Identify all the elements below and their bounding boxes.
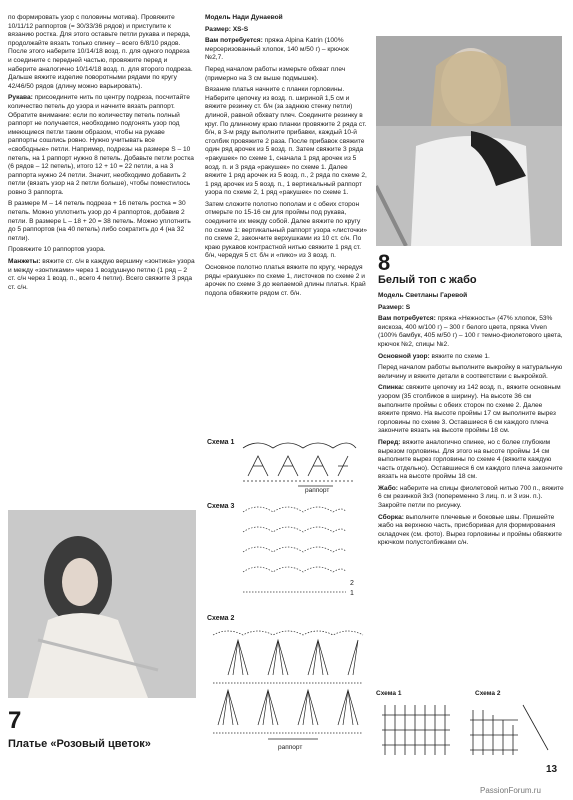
photo-white-top-jabot [376, 36, 562, 246]
dress-title: Платье «Розовый цветок» [8, 738, 151, 750]
scheme-1-label: Схема 1 [207, 439, 235, 446]
c1-paragraph-4: Провяжите 10 раппортов узора. [8, 246, 106, 254]
c3-materials-text: пряжа «Нежность» (47% хлопок, 53% вискоза, 400 м/100 г) – 300 г белого цвета, пряжа Viven (100% бамбук, 405 м/50 г) – 100 г темно-фиолетового цвета, крючок №2, спицы №2. [378, 315, 563, 348]
c3-jabot-label: Жабо: [378, 484, 399, 492]
c1-cuffs-text: вяжите ст. с/н в каждую вершину «зонтика» узора и между «зонтиками» через 1 воздушную петлю (1 ряд – 2 ст. с/н через 1 возд. п., всего 4 петли). Всего свяжите 3 ряда ст. с/н. [8, 258, 195, 291]
c1-cuffs-label: Манжеты: [8, 258, 41, 266]
c2-paragraph-4: Затем сложите полотно пополам и с обеих сторон отмерьте по 15-16 см для проймы под рукава, соедините их между собой. Далее вяжите по кругу по схеме 1: вертикальный раппорт узора «листочки» по схеме 2, закончите верхушками из 10 ст. с/н. По краю рукавов контрастной нитью свяжите 1 ряд ст. б/н, чередуя 5 ст. б/н и «пико» из 3 возд. п. [205, 200, 368, 260]
scheme-1-diagram [238, 436, 358, 496]
photo-top-illustration [376, 36, 562, 246]
photo-dress-pink-flower [8, 510, 196, 698]
c2-materials [205, 37, 368, 63]
c1-sleeves [8, 94, 195, 197]
right-scheme-1-label: Схема 1 [376, 690, 402, 697]
watermark: PassionForum.ru [480, 786, 541, 795]
top-number: 8 [378, 250, 391, 275]
c3-paragraph-3: Перед началом работы выполните выкройку в натуральную величину и вяжите детали в соответствии с выкройкой. [378, 364, 563, 380]
c3-model: Модель Светланы Гаревой [378, 292, 468, 299]
c2-materials-label: Вам потребуется: [205, 37, 263, 45]
c3-back-label: Спинка: [378, 384, 404, 392]
c2-paragraph-5: Основное полотно платья вяжите по кругу, чередуя ряды «ракушек» по схеме 1, листочков по схеме 2 и арочек по схеме 3 до желаемой длины платья. Край подола обвяжите рядом ст. б/н. [205, 264, 366, 297]
c3-assembly-label: Сборка: [378, 513, 404, 521]
right-scheme-1-diagram [380, 700, 460, 760]
c3-jabot-text: наберите на спицы фиолетовой нитью 700 п., вяжите 6 см резинкой 3х3 (попеременно 3 лиц. п. и 3 изн. п.). Закройте петли по рисунку. [378, 484, 564, 510]
c1-paragraph-3: В размере М – 14 петель подреза + 16 петель ростка = 30 петель. Можно уплотнить узор до 4 раппортов, добавив 2 петли. В размере L – 18 + 20 = 38 петель. Можно уплотнить до 5 раппортов (на 40 петель) либо сократить до 4 (на 32 петли). [8, 200, 191, 242]
c1-cuffs [8, 258, 195, 292]
column-2-text [205, 14, 368, 301]
c3-assembly [378, 514, 564, 548]
column-3-text [378, 292, 564, 551]
scheme-1-rapport: раппорт [305, 487, 330, 494]
c2-size: Размер: XS-S [205, 25, 249, 33]
photo-dress-illustration [8, 510, 196, 698]
scheme-3-row-1: 1 [350, 590, 354, 597]
c3-size: Размер: S [378, 303, 411, 311]
c3-materials-label: Вам потребуется: [378, 315, 436, 323]
scheme-2-diagram [208, 625, 368, 743]
c3-main-pattern [378, 353, 564, 362]
c3-back [378, 384, 564, 436]
c3-front-text: вяжите аналогично спинке, но с более глубоким вырезом горловины. Для этого на высоте проймы 14 см выполните вырез горловины по схеме 4 (вяжите каждую часть отдельно). Оставшиеся 6 см каждого плеча закончите вязать на высоте проймы 18 см. [378, 438, 563, 481]
scheme-2-label: Схема 2 [207, 615, 235, 622]
c3-back-text: свяжите цепочку из 142 возд. п., вяжите основным узором (35 столбиков в ширину). На высоте 36 см выполните проймы с обеих сторон по схеме 2. Далее вяжите прямо. На высоте проймы 17 см выполните вырез горловины по схеме 3. Оставшиеся 6 см каждого плеча закончите вязать на высоте проймы 18 см. [378, 384, 561, 435]
c2-paragraph-3: Вязание платья начните с планки горловины. Наберите цепочку из возд. п. шириной 1,5 см и вяжите резинку ст. б/н (за заднюю стенку петли) длиной, равной обхвату плеч. Соедините резинку в круг. По длинному краю планки провяжите 2 ряда ст. б/н, в 3-м ряду выполните прибавки, каждый 10-й столбик провяжите 2 раза. После прибавок свяжите один ряд арочек из 5 возд. п. Затем свяжите 3 ряда «ракушек» по схеме 1, сначала 1 ряд арочек из 5 возд. п. и 3 ряда «ракушек» по схеме 1. Далее вяжите 1 ряд арочек из 5 возд. п., 2 ряда по схеме 2, 1 ряд арочек из 5 возд. п., 1 вертикальный раппорт узора по схеме 2, 1 ряд «ракушек» по схеме 1. [205, 86, 367, 197]
c1-paragraph-1: по формировать узор с половины мотива). Провяжите 10/11/12 раппортов (= 30/33/36 рядов) и приступите к вязанию ростка. Для этого оставьте петли рукава и переда, продолжайте вязать только спинку – всего 6/8/10 рядов. После этого наберите 10/14/18 возд. п. для одного подреза и соедините с передней частью, провяжите перед и наберите аналогично 10/14/18 возд. п. для второго подреза. Дальше вяжите изделие поворотными рядами по кругу 42/46/50 рядов (длину можно варьировать). [8, 14, 193, 90]
c3-assembly-text: выполните плечевые и боковые швы. Пришейте жабо на верхнюю часть, присборивая для формирования складочек (см. фото). Вырез горловины и проймы обвяжите крючком полустолбиками с/н. [378, 513, 562, 547]
c3-jabot [378, 485, 564, 511]
right-scheme-2-diagram [468, 700, 558, 760]
scheme-2-rapport: раппорт [278, 744, 303, 751]
scheme-3-label: Схема 3 [207, 503, 235, 510]
top-title: Белый топ с жабо [378, 274, 477, 286]
c2-model: Модель Нади Дунаевой [205, 14, 283, 21]
c3-main-pattern-label: Основной узор: [378, 352, 430, 360]
c1-sleeves-label: Рукава: [8, 94, 33, 102]
scheme-3-row-2: 2 [350, 580, 354, 587]
page-number: 13 [546, 764, 558, 775]
dress-number: 7 [8, 707, 22, 734]
c3-front-label: Перед: [378, 438, 401, 446]
c3-main-pattern-text: вяжите по схеме 1. [429, 352, 490, 360]
scheme-3-diagram [238, 502, 348, 602]
c2-materials-text: пряжа Alpina Katrin (100% мерсеризованный хлопок, 140 м/50 г) – крючок №2,7. [205, 37, 349, 62]
c3-front [378, 439, 564, 482]
column-1-text [8, 14, 195, 295]
c2-paragraph-2: Перед началом работы измерьте обхват плеч (примерно на 3 см выше подмышек). [205, 65, 346, 82]
c3-materials [378, 315, 564, 349]
right-scheme-2-label: Схема 2 [475, 690, 501, 697]
c1-sleeves-text: присоедините нить по центру подреза, посчитайте количество петель до узора и начните вязать раппорт. Обратите внимание: если по количеству петель полный раппорт не получается, необходимо подгонять узор под имеющиеся петли таким образом, чтобы на рукаве раппорты сошлись ровно. Нужно учитывать все «свободные» петли. Например, подрезы на размере S – 10 петель, на 1 раппорт нужно 8 петель. Добавьте петли ростка (6 рядов – 12 петель), итого 12 + 10 = 22 петли, а на 3 раппорта нужно 24 петли. Значит, необходимо добавить 2 петли (вязать узор на 2 петли больше), чтобы поместилось ровно 3 раппорта. [8, 94, 194, 196]
